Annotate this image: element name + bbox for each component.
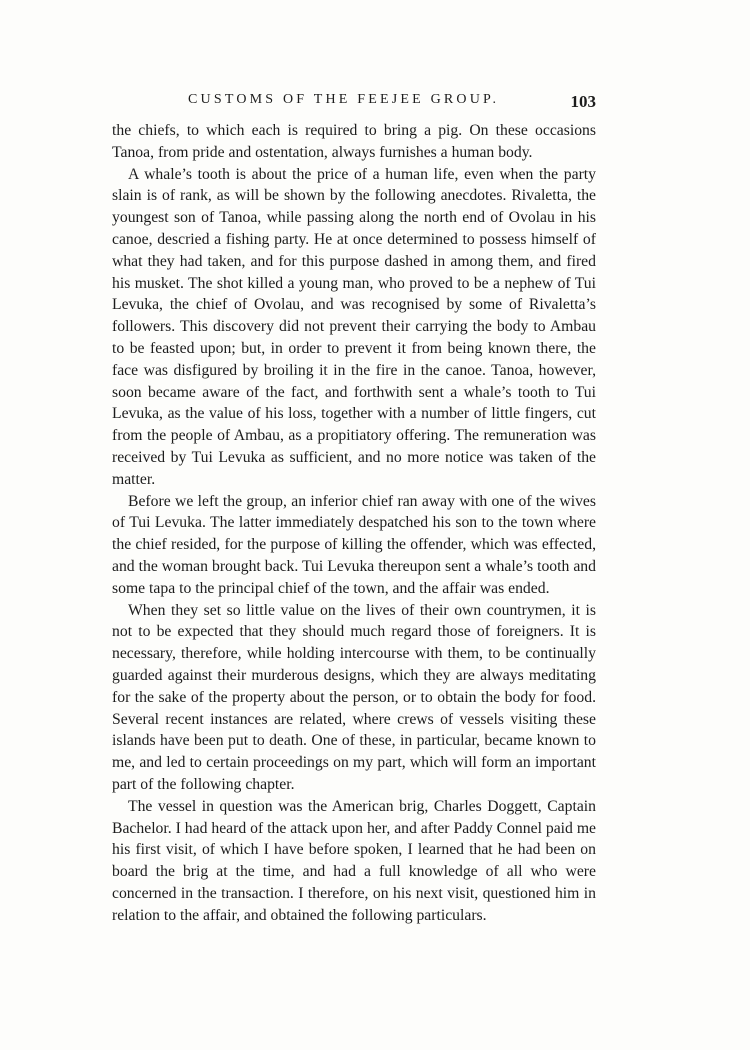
paragraph-whales-tooth: A whale’s tooth is about the price of a human life, even when the party slain is of rank, as will be shown by the following anecdotes. Rivaletta, the youngest son of Tanoa, while passing along the north end of Ovolau in his canoe, descried a fishing party. He at once determined to possess himself of what they had taken, and for this purpose dashed in among them, and fired his musket. The shot killed a young man, who proved to be a nephew of Tui Levuka, the chief of Ovolau, and was recognised by some of Rivaletta’s followers. This discovery did not prevent their carrying the body to Ambau to be feasted upon; but, in order to prevent it from being known there, the face was disfigured by broiling it in the fire in the canoe. Tanoa, however, soon became aware of the fact, and forthwith sent a whale’s tooth to Tui Levuka, as the value of his loss, together with a number of little fingers, cut from the people of Ambau, as a propitiatory offering. The remuneration was received by Tui Levuka as sufficient, and no more notice was taken of the matter. <box>112 165 596 488</box>
page-number: 103 <box>570 92 596 111</box>
page-header <box>112 90 596 116</box>
paragraph-charles-doggett: The vessel in question was the American brig, Charles Doggett, Captain Bachelor. I had heard of the attack upon her, and after Paddy Connel paid me his first visit, of which I have before spoken, I learned that he had been on board the brig at the time, and had a full knowledge of all who were concerned in the transaction. I therefore, on his next visit, questioned him in relation to the affair, and obtained the following particulars. <box>112 797 596 924</box>
paragraph-inferior-chief: Before we left the group, an inferior chief ran away with one of the wives of Tui Levuka. The latter immediately despatched his son to the town where the chief resided, for the purpose of killing the offender, which was effected, and the woman brought back. Tui Levuka thereupon sent a whale’s tooth and some tapa to the principal chief of the town, and the affair was ended. <box>112 492 596 597</box>
paragraph-foreigners: When they set so little value on the lives of their own countrymen, it is not to be expected that they should much regard those of foreigners. It is necessary, therefore, while holding intercourse with them, to be continually guarded against their murderous designs, which they are always meditating for the sake of the property about the person, or to obtain the body for food. Several recent instances are related, where crews of vessels visiting these islands have been put to death. One of these, in particular, became known to me, and led to certain proceedings on my part, which will form an important part of the following chapter. <box>112 601 596 793</box>
body-text <box>112 120 596 926</box>
running-head: CUSTOMS OF THE FEEJEE GROUP. <box>188 92 500 107</box>
paragraph-continuation: the chiefs, to which each is required to bring a pig. On these occasions Tanoa, from pride and ostentation, always furnishes a human body. <box>112 122 596 161</box>
